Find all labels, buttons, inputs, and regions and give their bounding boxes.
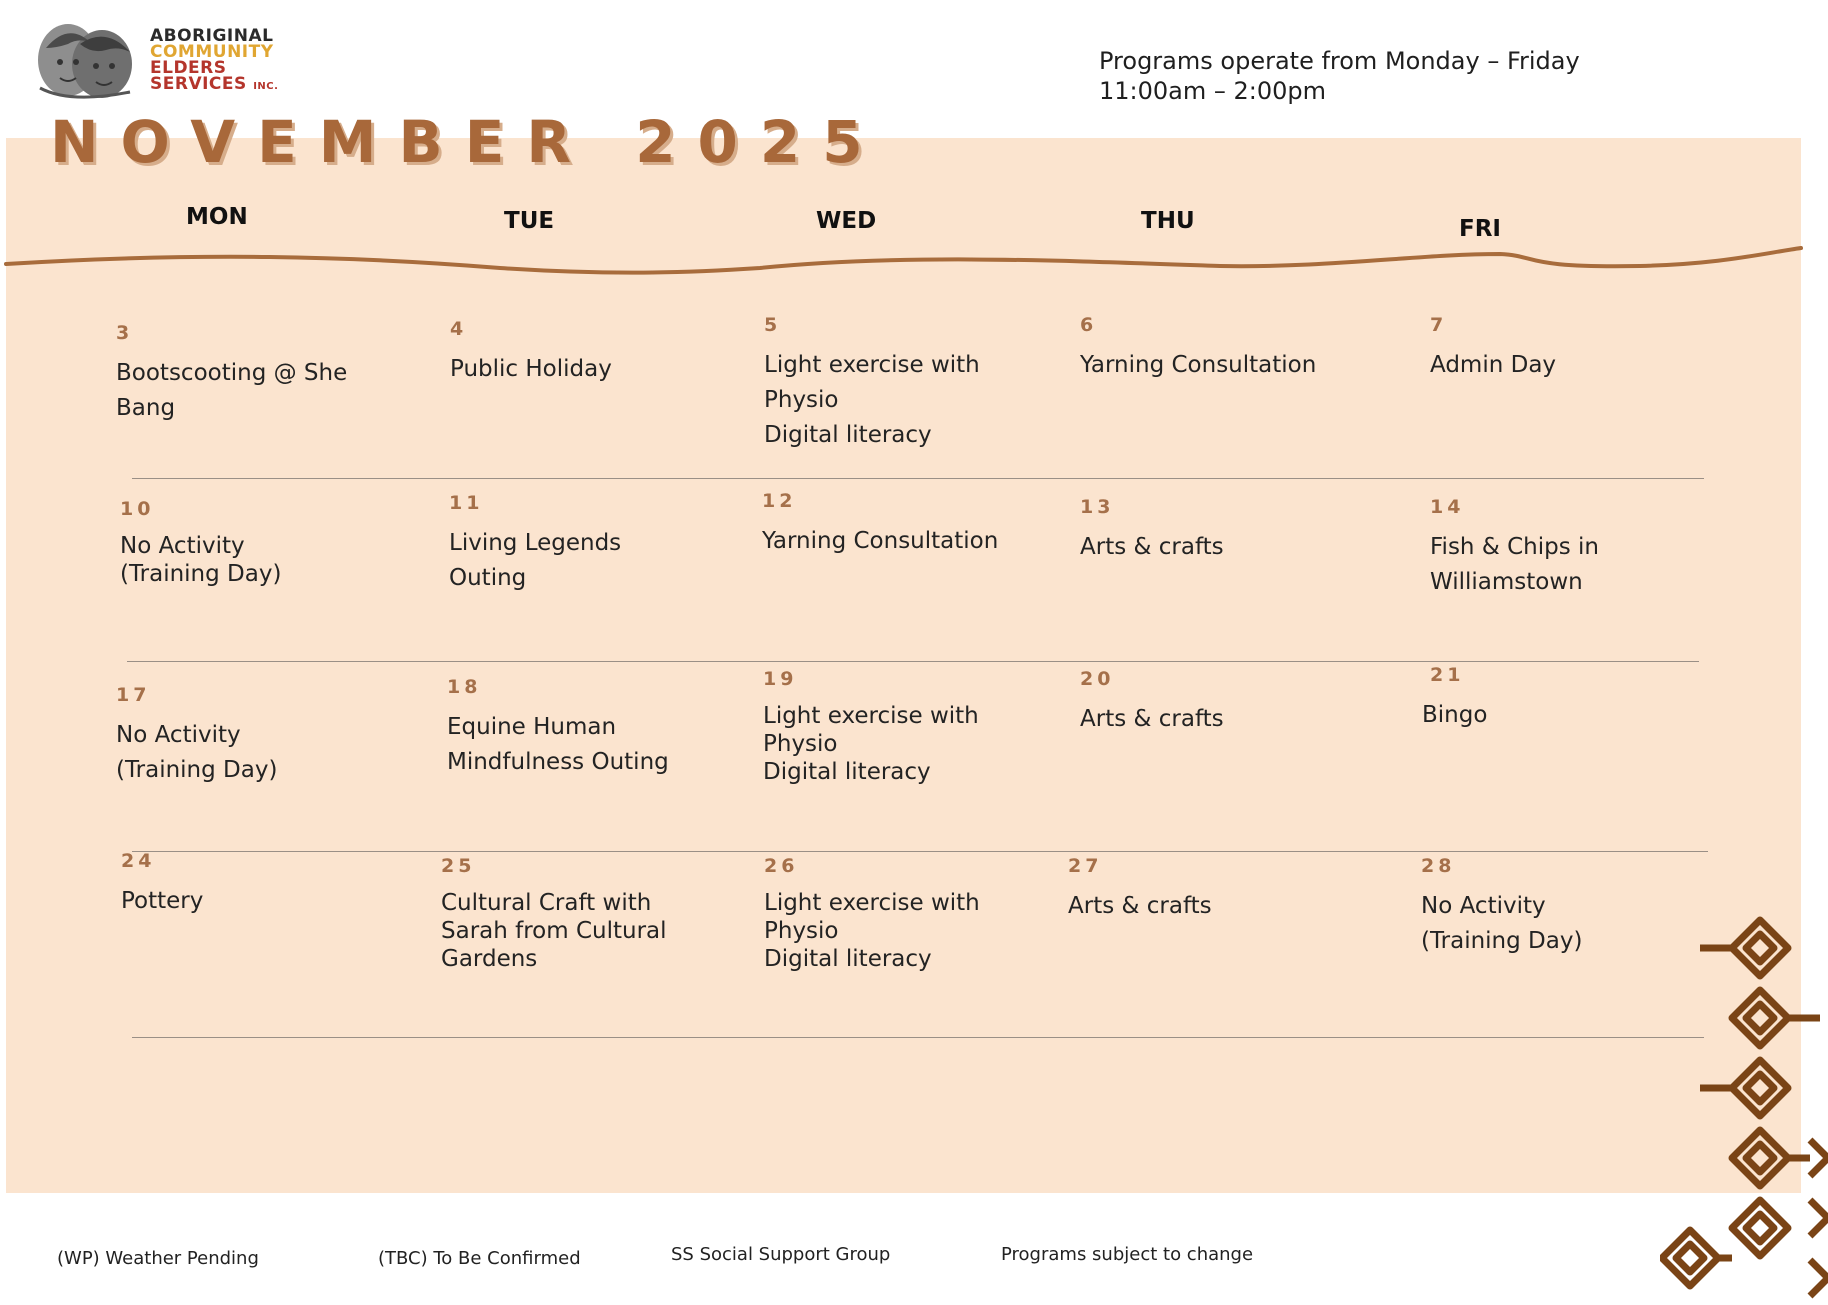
calendar-day-cell <box>1068 855 1323 924</box>
calendar-day-cell <box>1080 668 1335 737</box>
calendar-day-cell <box>764 314 1019 453</box>
date-number: 14 <box>1430 496 1465 518</box>
calendar-day-cell <box>1422 664 1677 733</box>
date-number: 10 <box>120 498 155 520</box>
activity-text: Arts & crafts <box>1068 893 1212 919</box>
day-header-fri: FRI <box>1459 216 1501 242</box>
date-number: 25 <box>441 855 476 877</box>
activity-text: Bootscooting @ She Bang <box>116 360 348 421</box>
activity-text: Arts & crafts <box>1080 706 1224 732</box>
activity-text: No Activity (Training Day) <box>1421 893 1583 954</box>
elders-faces-logo-icon <box>30 18 140 102</box>
logo-line-services <box>150 76 278 95</box>
operating-hours <box>1099 46 1580 106</box>
date-number: 26 <box>764 855 799 877</box>
calendar-day-cell <box>116 684 371 788</box>
calendar-day-cell <box>762 490 1017 559</box>
date-number: 24 <box>121 850 156 872</box>
activity-text: Pottery <box>121 888 204 914</box>
organisation-logo <box>30 18 300 104</box>
activity-text: Living Legends Outing <box>449 530 622 591</box>
calendar-day-cell <box>763 668 1018 786</box>
date-number: 18 <box>447 676 482 698</box>
calendar-day-cell <box>120 498 375 588</box>
calendar-day-cell <box>449 492 704 596</box>
activity-text: Equine Human Mindfulness Outing <box>447 714 669 775</box>
date-number: 7 <box>1430 314 1448 336</box>
activity-text: Light exercise with Physio Digital literacy <box>764 890 980 972</box>
day-header-mon: MON <box>186 204 248 230</box>
activity-text: Yarning Consultation <box>1080 352 1317 378</box>
legend-subject-to-change: Programs subject to change <box>1001 1244 1254 1265</box>
calendar-day-cell <box>1080 496 1335 565</box>
date-number: 21 <box>1430 664 1465 686</box>
calendar-day-cell <box>764 855 1019 973</box>
week-divider <box>127 661 1699 662</box>
date-number: 6 <box>1080 314 1098 336</box>
date-number: 28 <box>1421 855 1456 877</box>
activity-text: No Activity (Training Day) <box>120 533 282 587</box>
day-header-tue: TUE <box>504 208 555 234</box>
activity-text: Light exercise with Physio Digital literacy <box>763 703 979 785</box>
logo-services-word: SERVICES <box>150 74 247 94</box>
legend-to-be-confirmed: (TBC) To Be Confirmed <box>378 1248 581 1269</box>
activity-text: Admin Day <box>1430 352 1557 378</box>
logo-line-elders: ELDERS <box>150 58 227 78</box>
calendar-day-cell <box>441 855 696 973</box>
date-number: 11 <box>449 492 484 514</box>
logo-line-community: COMMUNITY <box>150 42 274 62</box>
activity-text: Arts & crafts <box>1080 534 1224 560</box>
activity-text: Yarning Consultation <box>762 528 999 554</box>
legend-weather-pending: (WP) Weather Pending <box>57 1248 259 1269</box>
activity-text: Cultural Craft with Sarah from Cultural Gardens <box>441 890 667 972</box>
calendar-day-cell <box>121 850 376 919</box>
date-number: 12 <box>762 490 797 512</box>
activity-text: Light exercise with Physio Digital literacy <box>764 352 980 448</box>
header-wave-divider <box>0 238 1828 278</box>
date-number: 5 <box>764 314 782 336</box>
aboriginal-pattern-decoration-icon <box>1660 900 1828 1305</box>
date-number: 20 <box>1080 668 1115 690</box>
week-divider <box>132 478 1704 479</box>
calendar-day-cell <box>1421 855 1676 959</box>
logo-line-aboriginal: ABORIGINAL <box>150 26 274 46</box>
calendar-day-cell <box>116 322 371 426</box>
activity-text: Bingo <box>1422 702 1488 728</box>
day-header-thu: THU <box>1141 208 1195 234</box>
logo-wordmark <box>150 28 278 95</box>
date-number: 17 <box>116 684 151 706</box>
calendar-day-cell <box>450 318 705 387</box>
day-header-wed: WED <box>816 208 877 234</box>
logo-inc-suffix: INC. <box>253 81 279 92</box>
calendar-day-cell <box>1430 314 1685 383</box>
date-number: 3 <box>116 322 134 344</box>
calendar-day-cell <box>1080 314 1335 383</box>
activity-text: No Activity (Training Day) <box>116 722 278 783</box>
date-number: 27 <box>1068 855 1103 877</box>
date-number: 4 <box>450 318 468 340</box>
operating-time-text: 11:00am – 2:00pm <box>1099 77 1327 105</box>
activity-text: Fish & Chips in Williamstown <box>1430 534 1599 595</box>
operating-days-text: Programs operate from Monday – Friday <box>1099 47 1580 75</box>
activity-text: Public Holiday <box>450 356 612 382</box>
legend-social-support: SS Social Support Group <box>671 1244 891 1265</box>
calendar-day-cell <box>1430 496 1685 600</box>
date-number: 13 <box>1080 496 1115 518</box>
month-title: NOVEMBER 2025 <box>50 108 885 176</box>
date-number: 19 <box>763 668 798 690</box>
week-divider <box>132 1037 1704 1038</box>
calendar-day-cell <box>447 676 702 780</box>
